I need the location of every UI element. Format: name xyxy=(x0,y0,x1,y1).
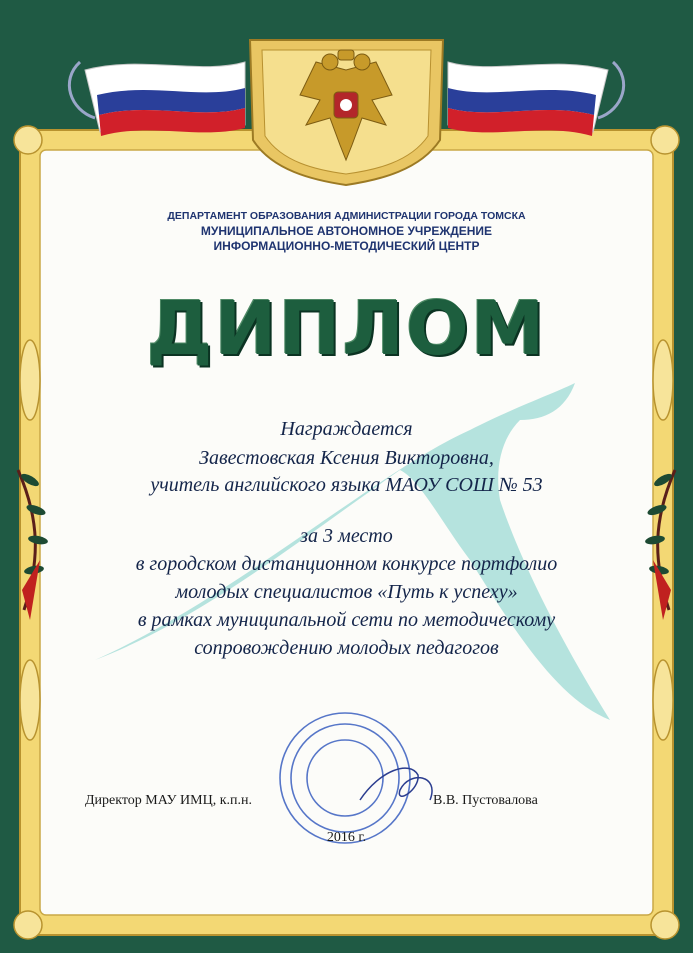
department-header: ДЕПАРТАМЕНТ ОБРАЗОВАНИЯ АДМИНИСТРАЦИИ ГОРОДА ТОМСКА xyxy=(167,210,526,222)
recipient-name: Завестовская Ксения Викторовна, xyxy=(199,447,494,469)
signatory-name: В.В. Пустовалова xyxy=(433,793,538,808)
recipient-position: учитель английского языка МАОУ СОШ № 53 xyxy=(150,474,543,496)
issue-year: 2016 г. xyxy=(326,830,367,845)
coat-of-arms-emblem xyxy=(250,40,443,185)
contest-line-4: сопровождению молодых педагогов xyxy=(194,637,499,659)
diploma-title: ДИПЛОМ xyxy=(146,286,547,372)
awarded-text: Награждается xyxy=(280,418,413,440)
contest-line-3: в рамках муниципальной сети по методическому xyxy=(137,609,556,631)
signatory-role: Директор МАУ ИМЦ, к.п.н. xyxy=(85,793,253,808)
place-text: за 3 место xyxy=(300,525,393,547)
contest-line-2: молодых специалистов «Путь к успеху» xyxy=(175,581,518,603)
center-header: ИНФОРМАЦИОННО-МЕТОДИЧЕСКИЙ ЦЕНТР xyxy=(213,239,480,253)
contest-line-1: в городском дистанционном конкурсе портфолио xyxy=(135,553,558,575)
institution-header: МУНИЦИПАЛЬНОЕ АВТОНОМНОЕ УЧРЕЖДЕНИЕ xyxy=(200,224,493,238)
